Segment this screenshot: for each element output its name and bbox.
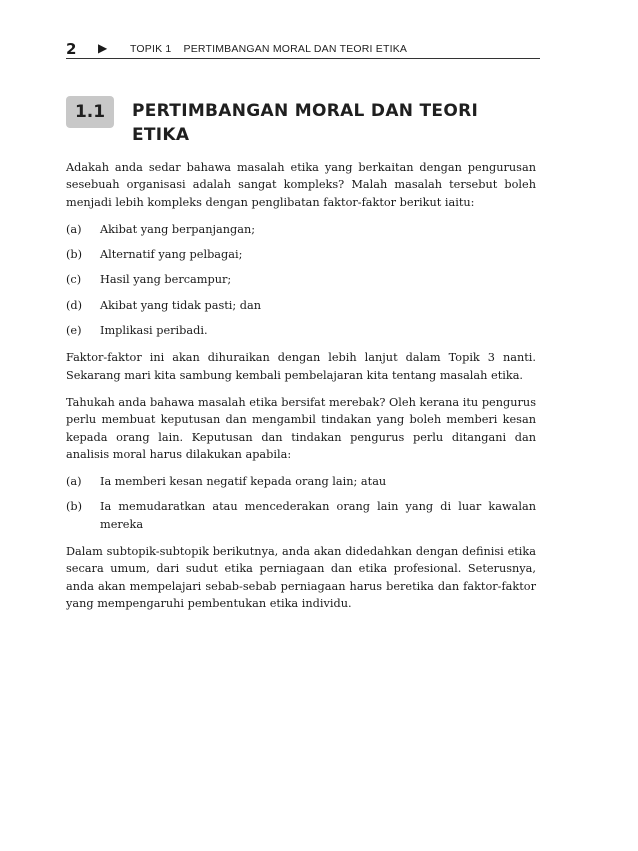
list-item [66,246,536,263]
list-item [66,322,536,339]
list-marker: (d) [66,298,83,312]
list-marker: (b) [66,500,83,514]
list-marker: (e) [66,324,82,338]
list-text: Implikasi peribadi. [100,324,208,338]
list-item [66,473,536,490]
factor-list [66,221,536,339]
list-item [66,498,536,533]
running-head [130,43,407,55]
arrow-right-icon: ▶ [98,41,108,55]
page-number: 2 [66,40,77,58]
list-item [66,271,536,288]
list-text: Ia memudaratkan atau mencederakan orang lain yang di luar kawalan mereka [100,500,536,531]
topic-label: TOPIK 1 [130,43,172,55]
list-text: Akibat yang berpanjangan; [100,222,256,236]
list-text: Hasil yang bercampur; [100,273,232,287]
list-marker: (a) [66,222,82,236]
list-marker: (c) [66,273,82,287]
intro-paragraph: Adakah anda sedar bahawa masalah etika yang berkaitan dengan pengurusan sesebuah organisasi adalah sangat kompleks? Malah masalah tersebut boleh menjadi lebih kompleks dengan penglibatan faktor-faktor berikut iaitu: [66,161,536,209]
running-header [66,38,540,59]
list-item [66,221,536,238]
list-marker: (b) [66,248,83,262]
paragraph-2: Faktor-faktor ini akan dihuraikan dengan lebih lanjut dalam Topik 3 nanti. Sekarang mari kita sambung kembali pembelajaran kita tentang masalah etika. [66,351,536,382]
paragraph-4: Dalam subtopik-subtopik berikutnya, anda akan didedahkan dengan definisi etika secara umum, dari sudut etika perniagaan dan etika profesional. Seterusnya, anda akan mempelajari sebab-sebab perniagaan harus beretika dan faktor-faktor yang mempengaruhi pembentukan etika individu. [66,545,536,610]
paragraph-3: Tahukah anda bahawa masalah etika bersifat merebak? Oleh kerana itu pengurus perlu membuat keputusan dan mengambil tindakan yang boleh memberi kesan kepada orang lain. Keputusan dan tindakan pengurus perlu ditangani dan analisis moral harus dilakukan apabila: [66,395,536,461]
body-text [66,159,536,622]
list-text: Alternatif yang pelbagai; [100,248,243,262]
section-number-badge: 1.1 [66,96,114,128]
topic-title: PERTIMBANGAN MORAL DAN TEORI ETIKA [183,43,408,55]
section-title: PERTIMBANGAN MORAL DAN TEORI ETIKA [132,101,479,145]
list-text: Ia memberi kesan negatif kepada orang lain; atau [100,475,387,489]
list-marker: (a) [66,475,82,489]
list-item [66,297,536,314]
condition-list [66,473,536,533]
list-text: Akibat yang tidak pasti; dan [100,298,262,312]
